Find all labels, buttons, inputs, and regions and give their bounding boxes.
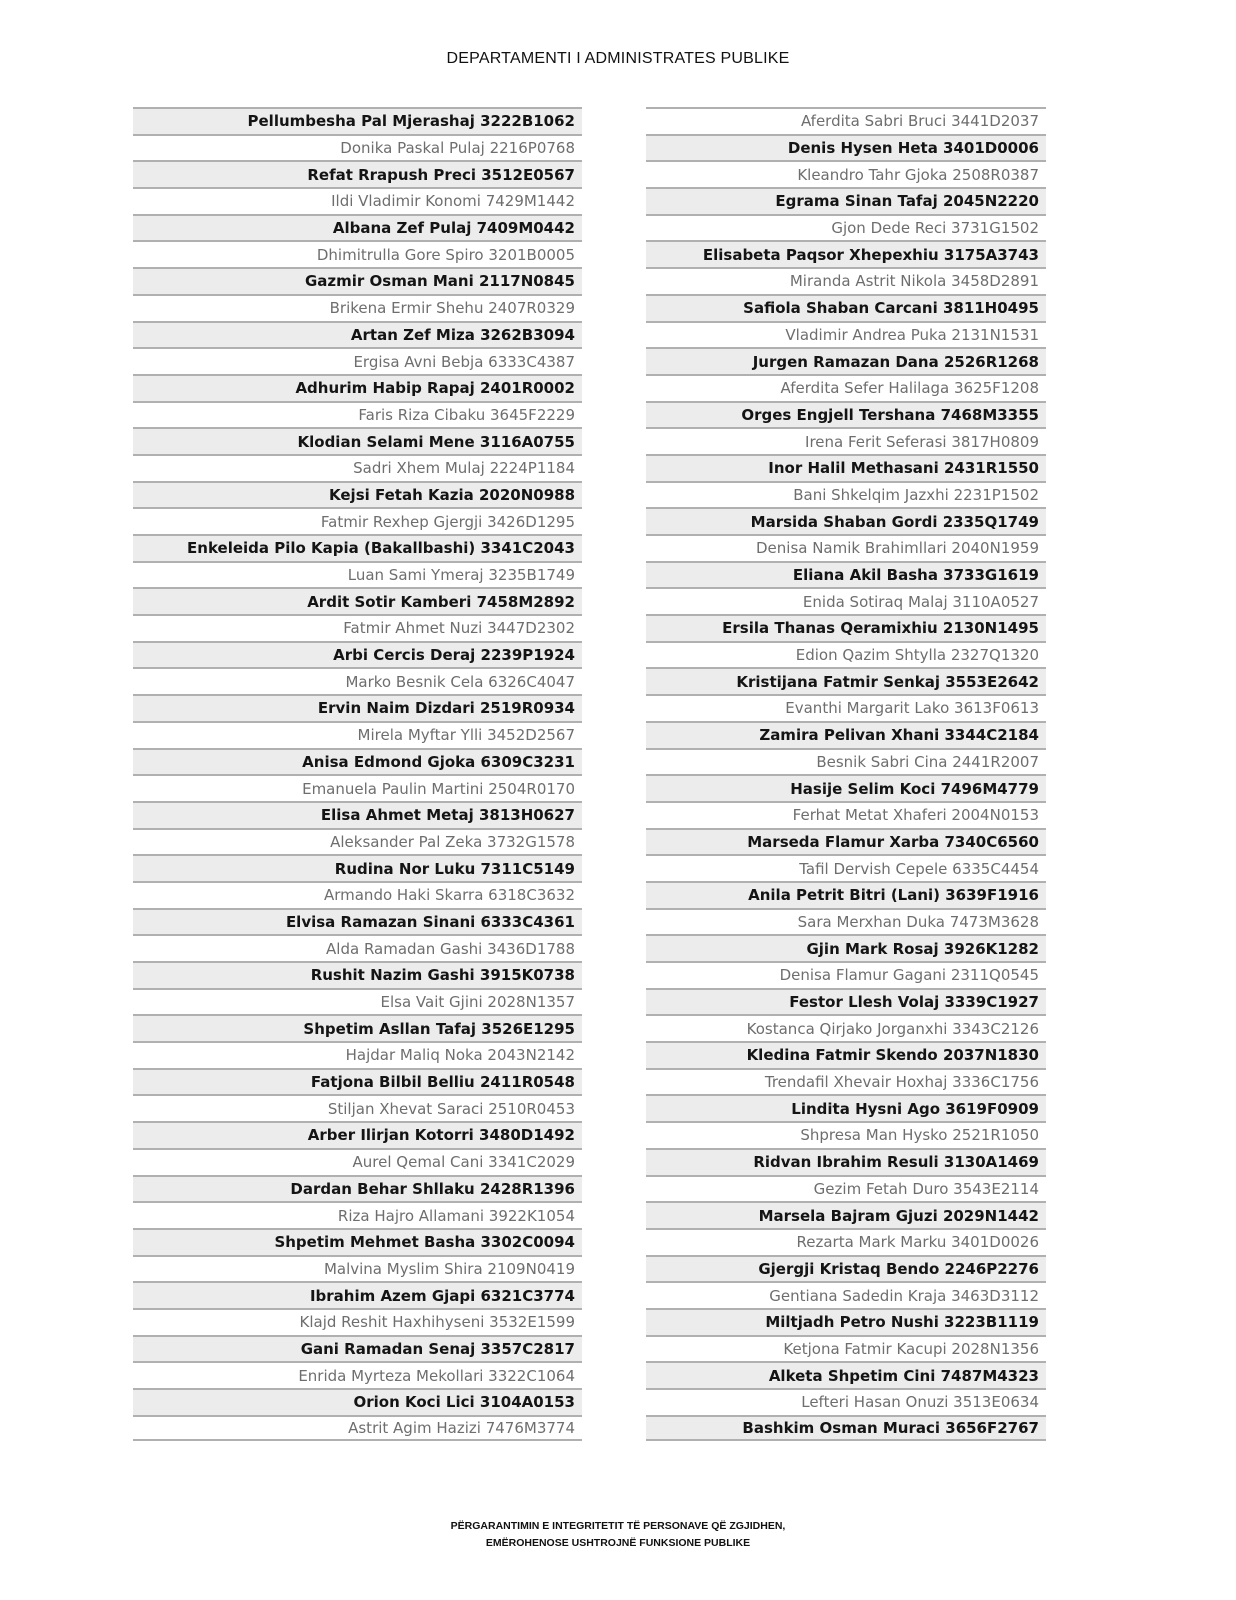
list-item: Gani Ramadan Senaj 3357C2817 bbox=[133, 1335, 582, 1362]
list-item: Ildi Vladimir Konomi 7429M1442 bbox=[133, 187, 582, 214]
footer-line-2: EMËROHENOSE USHTROJNË FUNKSIONE PUBLIKE bbox=[485, 1537, 751, 1549]
list-item: Elisa Ahmet Metaj 3813H0627 bbox=[133, 801, 582, 828]
list-item: Gjin Mark Rosaj 3926K1282 bbox=[646, 934, 1046, 961]
list-item: Miltjadh Petro Nushi 3223B1119 bbox=[646, 1308, 1046, 1335]
list-item: Fatjona Bilbil Belliu 2411R0548 bbox=[133, 1068, 582, 1095]
footer bbox=[0, 1518, 1236, 1552]
left-name-list bbox=[133, 107, 582, 1441]
list-item: Aurel Qemal Cani 3341C2029 bbox=[133, 1148, 582, 1175]
list-item: Elvisa Ramazan Sinani 6333C4361 bbox=[133, 908, 582, 935]
list-item: Fatmir Rexhep Gjergji 3426D1295 bbox=[133, 507, 582, 534]
list-item: Zamira Pelivan Xhani 3344C2184 bbox=[646, 721, 1046, 748]
list-item: Anisa Edmond Gjoka 6309C3231 bbox=[133, 748, 582, 775]
list-item: Eliana Akil Basha 3733G1619 bbox=[646, 561, 1046, 588]
list-item: Luan Sami Ymeraj 3235B1749 bbox=[133, 561, 582, 588]
list-item: Gezim Fetah Duro 3543E2114 bbox=[646, 1175, 1046, 1202]
list-item: Denisa Flamur Gagani 2311Q0545 bbox=[646, 961, 1046, 988]
list-item: Donika Paskal Pulaj 2216P0768 bbox=[133, 134, 582, 161]
list-item: Ibrahim Azem Gjapi 6321C3774 bbox=[133, 1281, 582, 1308]
list-item: Faris Riza Cibaku 3645F2229 bbox=[133, 401, 582, 428]
list-item: Kleandro Tahr Gjoka 2508R0387 bbox=[646, 160, 1046, 187]
list-item: Rudina Nor Luku 7311C5149 bbox=[133, 854, 582, 881]
list-item: Marsela Bajram Gjuzi 2029N1442 bbox=[646, 1201, 1046, 1228]
list-item: Edion Qazim Shtylla 2327Q1320 bbox=[646, 641, 1046, 668]
list-item: Pellumbesha Pal Mjerashaj 3222B1062 bbox=[133, 107, 582, 134]
list-item: Sadri Xhem Mulaj 2224P1184 bbox=[133, 454, 582, 481]
list-item: Ridvan Ibrahim Resuli 3130A1469 bbox=[646, 1148, 1046, 1175]
list-item: Elisabeta Paqsor Xhepexhiu 3175A3743 bbox=[646, 240, 1046, 267]
list-item: Artan Zef Miza 3262B3094 bbox=[133, 321, 582, 348]
list-item: Aferdita Sefer Halilaga 3625F1208 bbox=[646, 374, 1046, 401]
right-name-list bbox=[646, 107, 1046, 1441]
list-item: Enida Sotiraq Malaj 3110A0527 bbox=[646, 587, 1046, 614]
list-item: Orion Koci Lici 3104A0153 bbox=[133, 1388, 582, 1415]
list-item: Denisa Namik Brahimllari 2040N1959 bbox=[646, 534, 1046, 561]
list-item: Egrama Sinan Tafaj 2045N2220 bbox=[646, 187, 1046, 214]
list-item: Marsida Shaban Gordi 2335Q1749 bbox=[646, 507, 1046, 534]
list-item: Refat Rrapush Preci 3512E0567 bbox=[133, 160, 582, 187]
list-item: Festor Llesh Volaj 3339C1927 bbox=[646, 988, 1046, 1015]
list-item: Klajd Reshit Haxhihyseni 3532E1599 bbox=[133, 1308, 582, 1335]
list-item: Ergisa Avni Bebja 6333C4387 bbox=[133, 347, 582, 374]
list-item: Arbi Cercis Deraj 2239P1924 bbox=[133, 641, 582, 668]
list-item: Shpresa Man Hysko 2521R1050 bbox=[646, 1121, 1046, 1148]
list-item: Gazmir Osman Mani 2117N0845 bbox=[133, 267, 582, 294]
list-item: Hasije Selim Koci 7496M4779 bbox=[646, 774, 1046, 801]
list-item: Lefteri Hasan Onuzi 3513E0634 bbox=[646, 1388, 1046, 1415]
list-item: Arber Ilirjan Kotorri 3480D1492 bbox=[133, 1121, 582, 1148]
list-item: Vladimir Andrea Puka 2131N1531 bbox=[646, 321, 1046, 348]
list-item: Emanuela Paulin Martini 2504R0170 bbox=[133, 774, 582, 801]
list-item: Orges Engjell Tershana 7468M3355 bbox=[646, 401, 1046, 428]
list-item: Brikena Ermir Shehu 2407R0329 bbox=[133, 294, 582, 321]
list-item: Lindita Hysni Ago 3619F0909 bbox=[646, 1094, 1046, 1121]
list-item: Rushit Nazim Gashi 3915K0738 bbox=[133, 961, 582, 988]
list-item: Elsa Vait Gjini 2028N1357 bbox=[133, 988, 582, 1015]
list-item: Hajdar Maliq Noka 2043N2142 bbox=[133, 1041, 582, 1068]
list-item: Kostanca Qirjako Jorganxhi 3343C2126 bbox=[646, 1014, 1046, 1041]
list-item: Mirela Myftar Ylli 3452D2567 bbox=[133, 721, 582, 748]
list-item: Anila Petrit Bitri (Lani) 3639F1916 bbox=[646, 881, 1046, 908]
list-item: Besnik Sabri Cina 2441R2007 bbox=[646, 748, 1046, 775]
list-item: Marseda Flamur Xarba 7340C6560 bbox=[646, 828, 1046, 855]
list-item: Aleksander Pal Zeka 3732G1578 bbox=[133, 828, 582, 855]
list-item: Malvina Myslim Shira 2109N0419 bbox=[133, 1255, 582, 1282]
list-item: Tafil Dervish Cepele 6335C4454 bbox=[646, 854, 1046, 881]
list-item: Rezarta Mark Marku 3401D0026 bbox=[646, 1228, 1046, 1255]
list-item: Ervin Naim Dizdari 2519R0934 bbox=[133, 694, 582, 721]
list-item: Kledina Fatmir Skendo 2037N1830 bbox=[646, 1041, 1046, 1068]
list-item: Enkeleida Pilo Kapia (Bakallbashi) 3341C2043 bbox=[133, 534, 582, 561]
list-item: Marko Besnik Cela 6326C4047 bbox=[133, 667, 582, 694]
page-title: DEPARTAMENTI I ADMINISTRATES PUBLIKE bbox=[446, 50, 790, 67]
list-item: Denis Hysen Heta 3401D0006 bbox=[646, 134, 1046, 161]
list-item: Miranda Astrit Nikola 3458D2891 bbox=[646, 267, 1046, 294]
list-item: Shpetim Asllan Tafaj 3526E1295 bbox=[133, 1014, 582, 1041]
list-item: Inor Halil Methasani 2431R1550 bbox=[646, 454, 1046, 481]
list-item: Aferdita Sabri Bruci 3441D2037 bbox=[646, 107, 1046, 134]
list-item: Stiljan Xhevat Saraci 2510R0453 bbox=[133, 1094, 582, 1121]
list-item: Gjon Dede Reci 3731G1502 bbox=[646, 214, 1046, 241]
list-item: Alketa Shpetim Cini 7487M4323 bbox=[646, 1361, 1046, 1388]
list-item: Adhurim Habip Rapaj 2401R0002 bbox=[133, 374, 582, 401]
list-item: Enrida Myrteza Mekollari 3322C1064 bbox=[133, 1361, 582, 1388]
list-item: Fatmir Ahmet Nuzi 3447D2302 bbox=[133, 614, 582, 641]
list-item: Ersila Thanas Qeramixhiu 2130N1495 bbox=[646, 614, 1046, 641]
list-item: Safiola Shaban Carcani 3811H0495 bbox=[646, 294, 1046, 321]
list-item: Riza Hajro Allamani 3922K1054 bbox=[133, 1201, 582, 1228]
list-item: Bani Shkelqim Jazxhi 2231P1502 bbox=[646, 481, 1046, 508]
list-item: Shpetim Mehmet Basha 3302C0094 bbox=[133, 1228, 582, 1255]
list-item: Kristijana Fatmir Senkaj 3553E2642 bbox=[646, 667, 1046, 694]
list-item: Sara Merxhan Duka 7473M3628 bbox=[646, 908, 1046, 935]
list-item: Dardan Behar Shllaku 2428R1396 bbox=[133, 1175, 582, 1202]
footer-line-1: PËRGARANTIMIN E INTEGRITETIT TË PERSONAVE QË ZGJIDHEN, bbox=[450, 1520, 786, 1532]
list-item: Kejsi Fetah Kazia 2020N0988 bbox=[133, 481, 582, 508]
list-item: Ketjona Fatmir Kacupi 2028N1356 bbox=[646, 1335, 1046, 1362]
list-item: Evanthi Margarit Lako 3613F0613 bbox=[646, 694, 1046, 721]
list-item: Irena Ferit Seferasi 3817H0809 bbox=[646, 427, 1046, 454]
list-item: Albana Zef Pulaj 7409M0442 bbox=[133, 214, 582, 241]
list-item: Bashkim Osman Muraci 3656F2767 bbox=[646, 1415, 1046, 1442]
list-item: Jurgen Ramazan Dana 2526R1268 bbox=[646, 347, 1046, 374]
list-item: Alda Ramadan Gashi 3436D1788 bbox=[133, 934, 582, 961]
list-item: Gjergji Kristaq Bendo 2246P2276 bbox=[646, 1255, 1046, 1282]
list-item: Astrit Agim Hazizi 7476M3774 bbox=[133, 1415, 582, 1442]
list-item: Ardit Sotir Kamberi 7458M2892 bbox=[133, 587, 582, 614]
list-item: Ferhat Metat Xhaferi 2004N0153 bbox=[646, 801, 1046, 828]
list-item: Armando Haki Skarra 6318C3632 bbox=[133, 881, 582, 908]
list-item: Klodian Selami Mene 3116A0755 bbox=[133, 427, 582, 454]
list-item: Dhimitrulla Gore Spiro 3201B0005 bbox=[133, 240, 582, 267]
list-item: Gentiana Sadedin Kraja 3463D3112 bbox=[646, 1281, 1046, 1308]
list-item: Trendafil Xhevair Hoxhaj 3336C1756 bbox=[646, 1068, 1046, 1095]
